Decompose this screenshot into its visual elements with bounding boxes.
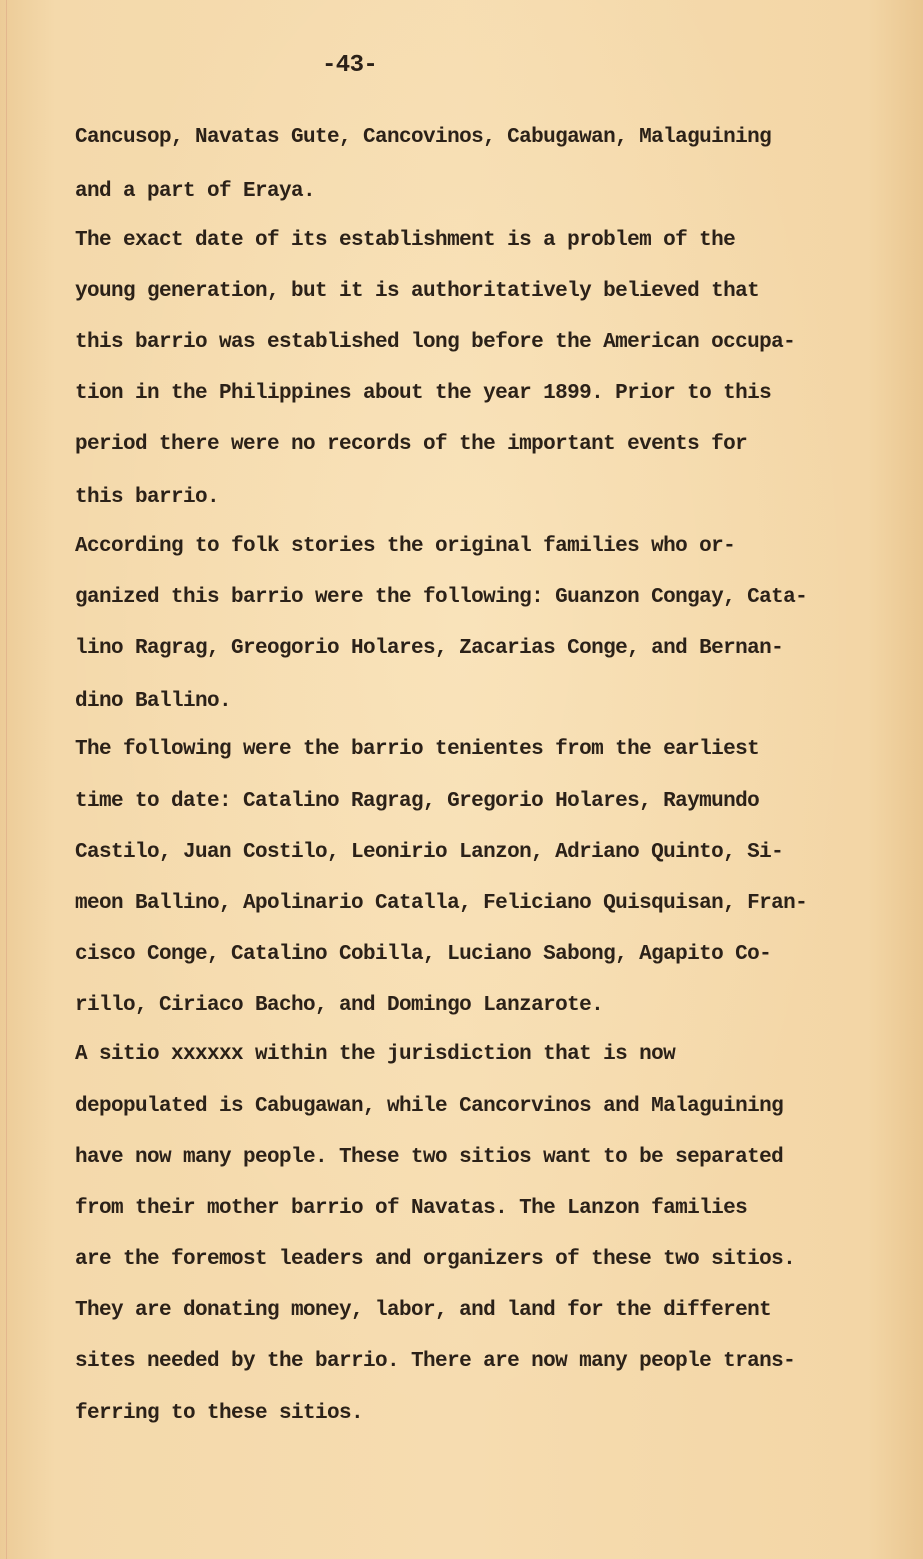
text-line: young generation, but it is authoritatively believed that — [75, 280, 760, 303]
text-line: have now many people. These two sitios want to be separated — [75, 1146, 784, 1169]
text-line: rillo, Ciriaco Bacho, and Domingo Lanzarote. — [75, 994, 604, 1017]
text-line: from their mother barrio of Navatas. The Lanzon families — [75, 1197, 748, 1220]
text-line: this barrio. — [75, 486, 220, 509]
page-number: -43- — [322, 52, 378, 79]
text-line: cisco Conge, Catalino Cobilla, Luciano Sabong, Agapito Co- — [75, 943, 772, 966]
text-line: are the foremost leaders and organizers of these two sitios. — [75, 1248, 796, 1271]
text-line: period there were no records of the important events for — [75, 433, 748, 456]
text-line: sites needed by the barrio. There are now many people trans- — [75, 1350, 796, 1373]
text-line: meon Ballino, Apolinario Catalla, Feliciano Quisquisan, Fran- — [75, 892, 808, 915]
text-line: Cancusop, Navatas Gute, Cancovinos, Cabugawan, Malaguining — [75, 126, 772, 149]
text-line: tion in the Philippines about the year 1899. Prior to this — [75, 382, 772, 405]
text-line: time to date: Catalino Ragrag, Gregorio Holares, Raymundo — [75, 790, 760, 813]
margin-line — [6, 0, 7, 1559]
text-line: and a part of Eraya. — [75, 180, 316, 203]
text-line: depopulated is Cabugawan, while Cancorvinos and Malaguining — [75, 1095, 784, 1118]
text-line: ferring to these sitios. — [75, 1402, 364, 1425]
text-line: According to folk stories the original families who or- — [75, 535, 736, 558]
text-line: The exact date of its establishment is a problem of the — [75, 229, 736, 252]
text-line: A sitio xxxxxx within the jurisdiction that is now — [75, 1043, 676, 1066]
text-line: Castilo, Juan Costilo, Leonirio Lanzon, Adriano Quinto, Si- — [75, 841, 784, 864]
text-line: this barrio was established long before the American occupa- — [75, 331, 796, 354]
text-line: lino Ragrag, Greogorio Holares, Zacarias Conge, and Bernan- — [75, 637, 784, 660]
text-line: The following were the barrio tenientes from the earliest — [75, 738, 760, 761]
text-line: ganized this barrio were the following: Guanzon Congay, Cata- — [75, 586, 808, 609]
text-line: They are donating money, labor, and land for the different — [75, 1299, 772, 1322]
text-line: dino Ballino. — [75, 690, 232, 713]
